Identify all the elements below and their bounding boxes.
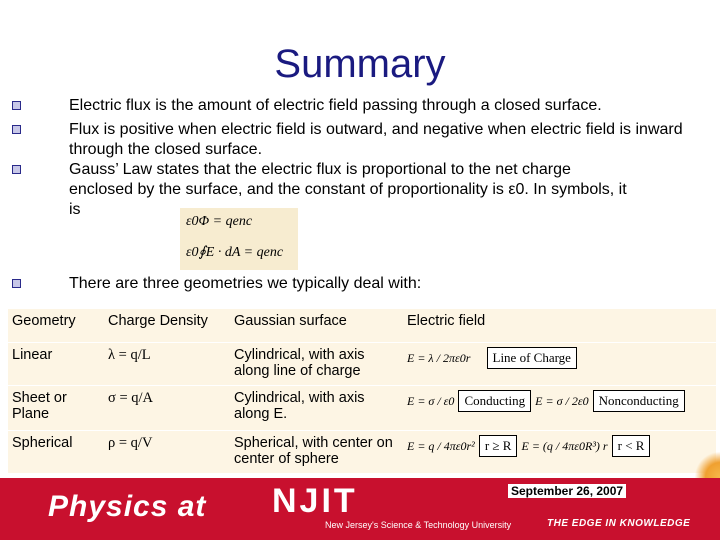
geometry-table (8, 308, 716, 473)
table-row (8, 386, 716, 431)
bullet-item (12, 274, 421, 294)
bullet-text: Flux is positive when electric field is outward, and negative when electric field is inward through the closed surface. (69, 121, 683, 158)
slide-date: September 26, 2007 (508, 484, 626, 498)
field-label-box: Conducting (458, 390, 531, 412)
cell-density: σ = q/A (104, 386, 230, 431)
bullet-item (12, 96, 602, 116)
cell-surface: Cylindrical, with axis along line of charge (230, 343, 403, 386)
header-density: Charge Density (104, 309, 230, 343)
bullet-marker-icon (12, 125, 21, 134)
cell-geometry: Spherical (8, 431, 104, 474)
cell-geometry: Sheet or Plane (8, 386, 104, 431)
gauss-law-equation (180, 208, 298, 270)
field-formula: E = q / 4πε0r² (407, 439, 475, 453)
bullet-text: There are three geometries we typically deal with: (69, 275, 422, 292)
bullet-marker-icon (12, 165, 21, 174)
bullet-marker-icon (12, 279, 21, 288)
field-label-box: Line of Charge (487, 347, 577, 369)
cell-geometry: Linear (8, 343, 104, 386)
cell-surface: Cylindrical, with axis along E. (230, 386, 403, 431)
cell-field (403, 343, 716, 386)
header-geometry: Geometry (8, 309, 104, 343)
equation-integral: ε0∮E · dA = qenc (186, 245, 284, 260)
footer-tagline: THE EDGE IN KNOWLEDGE (547, 518, 691, 529)
cell-field (403, 431, 716, 474)
slide-title: Summary (274, 42, 446, 86)
cell-field (403, 386, 716, 431)
table-header-row (8, 309, 716, 343)
header-field: Electric field (403, 309, 716, 343)
njit-logo-subtitle: New Jersey's Science & Technology University (325, 520, 512, 530)
cell-density: ρ = q/V (104, 431, 230, 474)
equation-flux: ε0Φ = qenc (186, 214, 253, 229)
field-label-box-2: r < R (612, 435, 651, 457)
header-surface: Gaussian surface (230, 309, 403, 343)
field-formula: E = λ / 2πε0r (407, 351, 471, 365)
field-label-box: r ≥ R (479, 435, 518, 457)
bullet-item (12, 160, 629, 220)
cell-density: λ = q/L (104, 343, 230, 386)
field-formula-2: E = (q / 4πε0R³) r (521, 439, 608, 453)
bullet-text: Gauss’ Law states that the electric flux is proportional to the net charge enclosed by the surface, and the constant of proportionality is ε0. In symbols, it is (69, 161, 627, 218)
field-formula: E = σ / ε0 (407, 394, 455, 408)
njit-logo: NJIT (272, 482, 358, 520)
bullet-marker-icon (12, 101, 21, 110)
footer-brand: Physics at (48, 490, 207, 523)
field-label-box-2: Nonconducting (593, 390, 685, 412)
field-formula-2: E = σ / 2ε0 (535, 394, 589, 408)
table-row (8, 431, 716, 474)
bullet-text: Electric flux is the amount of electric field passing through a closed surface. (69, 97, 602, 114)
table-row (8, 343, 716, 386)
cell-surface: Spherical, with center on center of sphere (230, 431, 403, 474)
bullet-item (12, 120, 712, 160)
